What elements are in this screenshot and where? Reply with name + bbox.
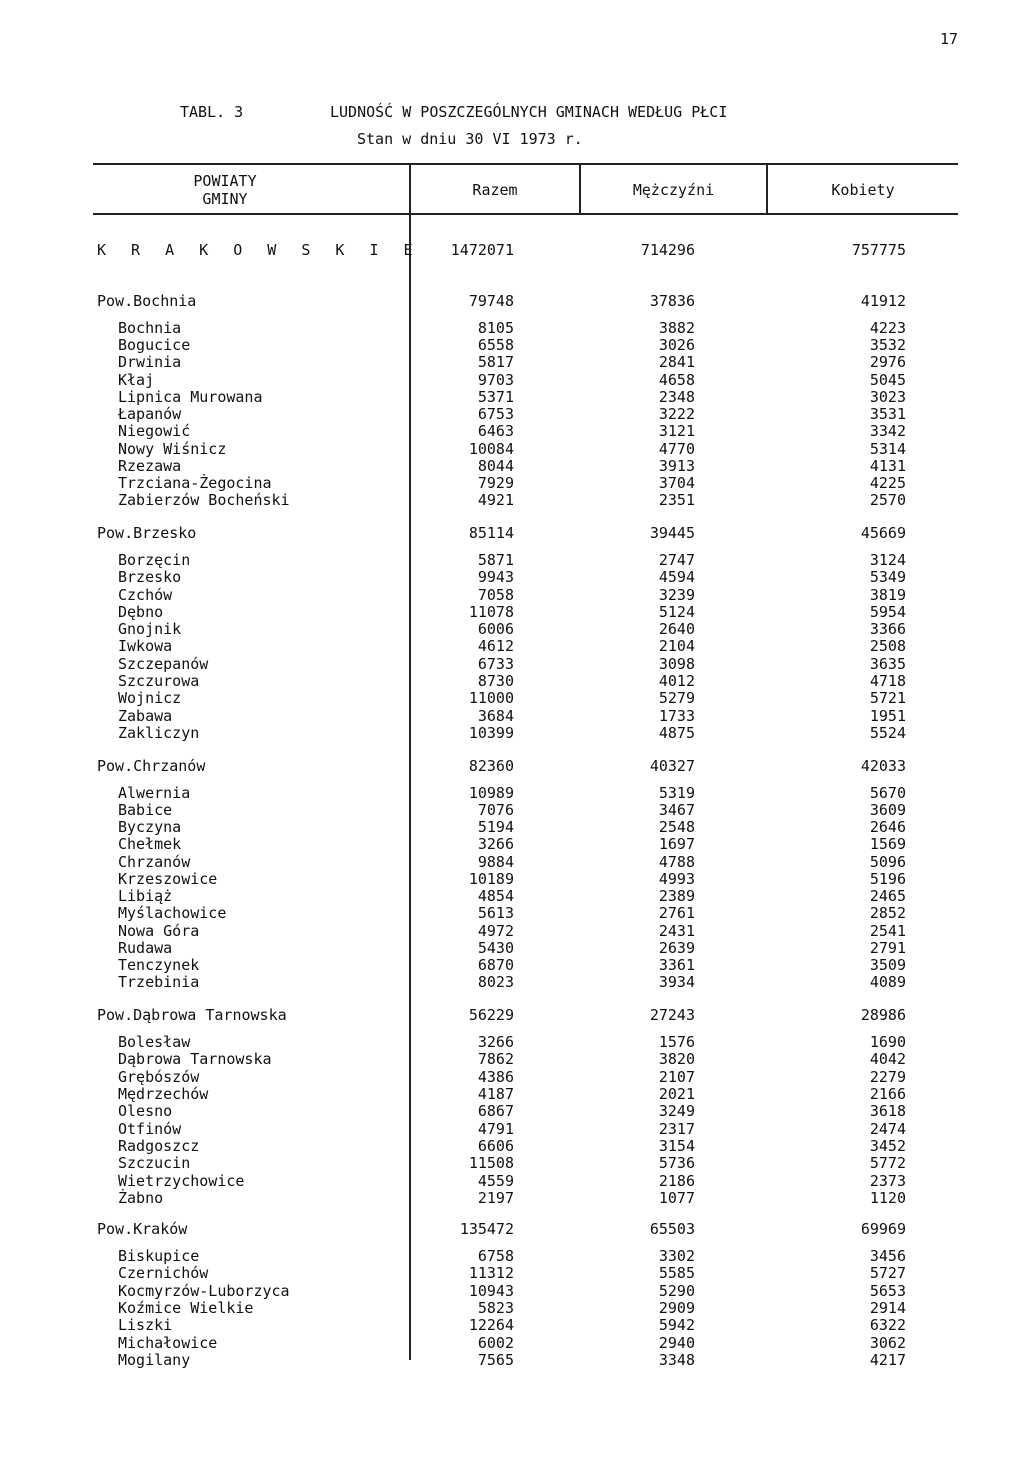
women-cell: 4131: [869, 457, 906, 475]
total-cell: 7076: [477, 801, 514, 819]
men-cell: 4788: [658, 853, 695, 871]
powiat-row: [0, 292, 1024, 310]
area-name-cell: Żabno: [118, 1189, 164, 1207]
women-cell: 3456: [869, 1247, 906, 1265]
men-cell: 4875: [658, 724, 695, 742]
table-row: [0, 1120, 1024, 1138]
total-cell: 4972: [477, 922, 514, 940]
men-cell: 65503: [649, 1220, 695, 1238]
area-name-cell: Rudawa: [118, 939, 173, 957]
table-row: [0, 707, 1024, 725]
men-cell: 4658: [658, 371, 695, 389]
women-cell: 757775: [851, 241, 906, 259]
table-row: [0, 835, 1024, 853]
table-row: [0, 568, 1024, 586]
table-row: [0, 1068, 1024, 1086]
total-cell: 4612: [477, 637, 514, 655]
total-cell: 6558: [477, 336, 514, 354]
women-cell: 1569: [869, 835, 906, 853]
header-top-rule: [93, 163, 958, 165]
men-cell: 3026: [658, 336, 695, 354]
table-row: [0, 1102, 1024, 1120]
area-name-cell: Koźmice Wielkie: [118, 1299, 254, 1317]
women-cell: 1690: [869, 1033, 906, 1051]
total-cell: 8105: [477, 319, 514, 337]
women-cell: 5954: [869, 603, 906, 621]
powiat-row: [0, 524, 1024, 542]
total-cell: 9884: [477, 853, 514, 871]
total-cell: 5371: [477, 388, 514, 406]
area-name-cell: Liszki: [118, 1316, 173, 1334]
men-cell: 3704: [658, 474, 695, 492]
table-row: [0, 491, 1024, 509]
area-name-cell: Libiąż: [118, 887, 173, 905]
total-cell: 11000: [468, 689, 514, 707]
women-cell: 3531: [869, 405, 906, 423]
header-total: Razem: [472, 181, 518, 199]
total-cell: 1472071: [450, 241, 514, 259]
women-cell: 45669: [860, 524, 906, 542]
table-row: [0, 956, 1024, 974]
table-row: [0, 887, 1024, 905]
women-cell: 2570: [869, 491, 906, 509]
powiat-row: [0, 1220, 1024, 1238]
area-name-cell: Michałowice: [118, 1334, 218, 1352]
total-cell: 79748: [468, 292, 514, 310]
women-cell: 3635: [869, 655, 906, 673]
women-cell: 4225: [869, 474, 906, 492]
total-cell: 135472: [459, 1220, 514, 1238]
total-cell: 6758: [477, 1247, 514, 1265]
area-name-cell: Krzeszowice: [118, 870, 218, 888]
table-row: [0, 1351, 1024, 1369]
women-cell: 3366: [869, 620, 906, 638]
total-cell: 5823: [477, 1299, 514, 1317]
men-cell: 2021: [658, 1085, 695, 1103]
men-cell: 5279: [658, 689, 695, 707]
men-cell: 2317: [658, 1120, 695, 1138]
women-cell: 2914: [869, 1299, 906, 1317]
total-cell: 3266: [477, 1033, 514, 1051]
total-cell: 11078: [468, 603, 514, 621]
women-cell: 5349: [869, 568, 906, 586]
table-row: [0, 818, 1024, 836]
total-cell: 9703: [477, 371, 514, 389]
total-cell: 5817: [477, 353, 514, 371]
men-cell: 2431: [658, 922, 695, 940]
men-cell: 3361: [658, 956, 695, 974]
men-cell: 3222: [658, 405, 695, 423]
women-cell: 5670: [869, 784, 906, 802]
powiat-row: [0, 757, 1024, 775]
total-cell: 7565: [477, 1351, 514, 1369]
total-cell: 4559: [477, 1172, 514, 1190]
men-cell: 4993: [658, 870, 695, 888]
total-cell: 85114: [468, 524, 514, 542]
total-cell: 4791: [477, 1120, 514, 1138]
women-cell: 5314: [869, 440, 906, 458]
men-cell: 2909: [658, 1299, 695, 1317]
area-name-cell: Wojnicz: [118, 689, 182, 707]
area-name-cell: Borzęcin: [118, 551, 191, 569]
table-row: [0, 1264, 1024, 1282]
women-cell: 5524: [869, 724, 906, 742]
total-cell: 6867: [477, 1102, 514, 1120]
table-row: [0, 637, 1024, 655]
area-name-cell: Myślachowice: [118, 904, 227, 922]
table-row: [0, 973, 1024, 991]
men-cell: 39445: [649, 524, 695, 542]
total-cell: 10989: [468, 784, 514, 802]
table-row: [0, 922, 1024, 940]
women-cell: 3062: [869, 1334, 906, 1352]
total-cell: 10943: [468, 1282, 514, 1300]
area-name-cell: Trzebinia: [118, 973, 200, 991]
table-row: [0, 551, 1024, 569]
area-name-cell: Rzezawa: [118, 457, 182, 475]
total-cell: 4854: [477, 887, 514, 905]
header-women: Kobiety: [831, 181, 895, 199]
area-name-cell: Byczyna: [118, 818, 182, 836]
table-row: [0, 388, 1024, 406]
men-cell: 2940: [658, 1334, 695, 1352]
table-row: [0, 319, 1024, 337]
area-name-cell: Pow.Dąbrowa Tarnowska: [97, 1006, 287, 1024]
table-title: LUDNOŚĆ W POSZCZEGÓLNYCH GMINACH WEDŁUG PŁCI: [330, 103, 728, 121]
men-cell: 37836: [649, 292, 695, 310]
women-cell: 42033: [860, 757, 906, 775]
men-cell: 27243: [649, 1006, 695, 1024]
men-cell: 5942: [658, 1316, 695, 1334]
men-cell: 5124: [658, 603, 695, 621]
area-name-cell: Kocmyrzów-Luborzyca: [118, 1282, 290, 1300]
men-cell: 5319: [658, 784, 695, 802]
table-row: [0, 853, 1024, 871]
men-cell: 2186: [658, 1172, 695, 1190]
women-cell: 3819: [869, 586, 906, 604]
women-cell: 2465: [869, 887, 906, 905]
women-cell: 4089: [869, 973, 906, 991]
total-cell: 6006: [477, 620, 514, 638]
area-name-cell: Bochnia: [118, 319, 182, 337]
men-cell: 3882: [658, 319, 695, 337]
women-cell: 2791: [869, 939, 906, 957]
men-cell: 2747: [658, 551, 695, 569]
men-cell: 40327: [649, 757, 695, 775]
men-cell: 3098: [658, 655, 695, 673]
total-cell: 6733: [477, 655, 514, 673]
men-cell: 2104: [658, 637, 695, 655]
table-row: [0, 689, 1024, 707]
area-name-cell: Bogucice: [118, 336, 191, 354]
total-cell: 11508: [468, 1154, 514, 1172]
table-row: [0, 440, 1024, 458]
table-row: [0, 336, 1024, 354]
table-row: [0, 672, 1024, 690]
total-cell: 7862: [477, 1050, 514, 1068]
women-cell: 1951: [869, 707, 906, 725]
table-row: [0, 1033, 1024, 1051]
men-cell: 3820: [658, 1050, 695, 1068]
men-cell: 3467: [658, 801, 695, 819]
men-cell: 2351: [658, 491, 695, 509]
area-name-cell: Niegowić: [118, 422, 191, 440]
total-cell: 5194: [477, 818, 514, 836]
area-name-cell: Dąbrowa Tarnowska: [118, 1050, 272, 1068]
total-cell: 82360: [468, 757, 514, 775]
table-row: [0, 724, 1024, 742]
women-cell: 4718: [869, 672, 906, 690]
men-cell: 2389: [658, 887, 695, 905]
women-cell: 2279: [869, 1068, 906, 1086]
table-row: [0, 1172, 1024, 1190]
women-cell: 69969: [860, 1220, 906, 1238]
women-cell: 4042: [869, 1050, 906, 1068]
women-cell: 3342: [869, 422, 906, 440]
table-row: [0, 904, 1024, 922]
header-area-line2: GMINY: [202, 190, 248, 208]
area-name-cell: Nowa Góra: [118, 922, 200, 940]
men-cell: 4594: [658, 568, 695, 586]
men-cell: 2639: [658, 939, 695, 957]
men-cell: 3913: [658, 457, 695, 475]
area-name-cell: Mogilany: [118, 1351, 191, 1369]
area-name-cell: Grębószów: [118, 1068, 200, 1086]
women-cell: 3618: [869, 1102, 906, 1120]
women-cell: 2541: [869, 922, 906, 940]
women-cell: 4223: [869, 319, 906, 337]
table-row: [0, 1299, 1024, 1317]
area-name-cell: Czchów: [118, 586, 173, 604]
area-name-cell: Pow.Chrzanów: [97, 757, 206, 775]
men-cell: 5585: [658, 1264, 695, 1282]
area-name-cell: Iwkowa: [118, 637, 173, 655]
area-name-cell: Olesno: [118, 1102, 173, 1120]
total-cell: 4921: [477, 491, 514, 509]
men-cell: 3302: [658, 1247, 695, 1265]
men-cell: 4770: [658, 440, 695, 458]
men-cell: 1733: [658, 707, 695, 725]
men-cell: 2548: [658, 818, 695, 836]
area-name-cell: Tenczynek: [118, 956, 200, 974]
men-cell: 3348: [658, 1351, 695, 1369]
total-cell: 10399: [468, 724, 514, 742]
table-row: [0, 1189, 1024, 1207]
table-row: [0, 801, 1024, 819]
table-row: [0, 353, 1024, 371]
area-name-cell: Otfinów: [118, 1120, 182, 1138]
women-cell: 41912: [860, 292, 906, 310]
total-cell: 56229: [468, 1006, 514, 1024]
men-cell: 3249: [658, 1102, 695, 1120]
table-row: [0, 939, 1024, 957]
women-cell: 5727: [869, 1264, 906, 1282]
women-cell: 5196: [869, 870, 906, 888]
total-cell: 5430: [477, 939, 514, 957]
table-row: [0, 1282, 1024, 1300]
voivodeship-row: [0, 241, 1024, 259]
men-cell: 2841: [658, 353, 695, 371]
total-cell: 9943: [477, 568, 514, 586]
table-row: [0, 603, 1024, 621]
total-cell: 6002: [477, 1334, 514, 1352]
men-cell: 2348: [658, 388, 695, 406]
table-row: [0, 474, 1024, 492]
total-cell: 3684: [477, 707, 514, 725]
header-bottom-rule: [93, 213, 958, 215]
table-title-line: [180, 103, 727, 121]
men-cell: 2107: [658, 1068, 695, 1086]
women-cell: 2508: [869, 637, 906, 655]
men-cell: 3239: [658, 586, 695, 604]
powiat-row: [0, 1006, 1024, 1024]
table-row: [0, 655, 1024, 673]
men-cell: 1576: [658, 1033, 695, 1051]
table-row: [0, 1050, 1024, 1068]
area-name-cell: Radgoszcz: [118, 1137, 200, 1155]
total-cell: 5613: [477, 904, 514, 922]
table-row: [0, 1085, 1024, 1103]
table-row: [0, 620, 1024, 638]
area-name-cell: Zabierzów Bocheński: [118, 491, 290, 509]
area-name-cell: Chełmek: [118, 835, 182, 853]
total-cell: 7929: [477, 474, 514, 492]
men-cell: 5736: [658, 1154, 695, 1172]
area-name-cell: Biskupice: [118, 1247, 200, 1265]
table-row: [0, 1247, 1024, 1265]
men-cell: 714296: [640, 241, 695, 259]
total-cell: 12264: [468, 1316, 514, 1334]
total-cell: 8044: [477, 457, 514, 475]
women-cell: 2166: [869, 1085, 906, 1103]
area-name-cell: Szczucin: [118, 1154, 191, 1172]
area-name-cell: Chrzanów: [118, 853, 191, 871]
header-area-line1: POWIATY: [193, 172, 257, 190]
women-cell: 3124: [869, 551, 906, 569]
men-cell: 1697: [658, 835, 695, 853]
page-number: 17: [940, 30, 959, 48]
area-name-cell: Pow.Bochnia: [97, 292, 197, 310]
women-cell: 3452: [869, 1137, 906, 1155]
women-cell: 2373: [869, 1172, 906, 1190]
men-cell: 3154: [658, 1137, 695, 1155]
women-cell: 5653: [869, 1282, 906, 1300]
table-label: TABL. 3: [180, 103, 244, 121]
total-cell: 6870: [477, 956, 514, 974]
area-name-cell: Pow.Kraków: [97, 1220, 188, 1238]
women-cell: 5721: [869, 689, 906, 707]
area-name-cell: Brzesko: [118, 568, 182, 586]
women-cell: 5045: [869, 371, 906, 389]
area-name-cell: Alwernia: [118, 784, 191, 802]
area-name-cell: Dębno: [118, 603, 164, 621]
area-name-cell: Zakliczyn: [118, 724, 200, 742]
women-cell: 5772: [869, 1154, 906, 1172]
total-cell: 3266: [477, 835, 514, 853]
table-row: [0, 1316, 1024, 1334]
table-row: [0, 870, 1024, 888]
area-name-cell: Pow.Brzesko: [97, 524, 197, 542]
table-row: [0, 405, 1024, 423]
women-cell: 3023: [869, 388, 906, 406]
total-cell: 10084: [468, 440, 514, 458]
table-row: [0, 457, 1024, 475]
area-name-cell: Łapanów: [118, 405, 182, 423]
area-name-cell: Szczepanów: [118, 655, 209, 673]
women-cell: 2852: [869, 904, 906, 922]
men-cell: 4012: [658, 672, 695, 690]
total-cell: 11312: [468, 1264, 514, 1282]
total-cell: 4386: [477, 1068, 514, 1086]
total-cell: 8023: [477, 973, 514, 991]
women-cell: 2976: [869, 353, 906, 371]
women-cell: 3532: [869, 336, 906, 354]
women-cell: 1120: [869, 1189, 906, 1207]
men-cell: 1077: [658, 1189, 695, 1207]
total-cell: 6606: [477, 1137, 514, 1155]
area-name-cell: Gnojnik: [118, 620, 182, 638]
area-name-cell: Zabawa: [118, 707, 173, 725]
women-cell: 3509: [869, 956, 906, 974]
table-row: [0, 586, 1024, 604]
total-cell: 6753: [477, 405, 514, 423]
total-cell: 6463: [477, 422, 514, 440]
total-cell: 10189: [468, 870, 514, 888]
total-cell: 2197: [477, 1189, 514, 1207]
area-name-cell: Czernichów: [118, 1264, 209, 1282]
area-name-cell: Mędrzechów: [118, 1085, 209, 1103]
area-name-cell: Szczurowa: [118, 672, 200, 690]
men-cell: 3121: [658, 422, 695, 440]
table-row: [0, 422, 1024, 440]
men-cell: 3934: [658, 973, 695, 991]
area-name-cell: Trzciana-Żegocina: [118, 474, 272, 492]
area-name-cell: Nowy Wiśnicz: [118, 440, 227, 458]
table-row: [0, 1334, 1024, 1352]
total-cell: 8730: [477, 672, 514, 690]
women-cell: 6322: [869, 1316, 906, 1334]
area-name-cell: Lipnica Murowana: [118, 388, 263, 406]
women-cell: 3609: [869, 801, 906, 819]
area-name-cell: Kłaj: [118, 371, 155, 389]
header-area: [150, 172, 300, 208]
women-cell: 2474: [869, 1120, 906, 1138]
total-cell: 5871: [477, 551, 514, 569]
table-row: [0, 371, 1024, 389]
area-name-cell: Bolesław: [118, 1033, 191, 1051]
women-cell: 4217: [869, 1351, 906, 1369]
women-cell: 28986: [860, 1006, 906, 1024]
area-name-cell: Wietrzychowice: [118, 1172, 245, 1190]
header-men: Mężczyźni: [632, 181, 715, 199]
table-row: [0, 1154, 1024, 1172]
women-cell: 5096: [869, 853, 906, 871]
area-name-cell: Drwinia: [118, 353, 182, 371]
women-cell: 2646: [869, 818, 906, 836]
table-subtitle: Stan w dniu 30 VI 1973 r.: [357, 130, 583, 148]
area-name-cell: K R A K O W S K I E: [97, 241, 421, 259]
men-cell: 2761: [658, 904, 695, 922]
total-cell: 7058: [477, 586, 514, 604]
men-cell: 2640: [658, 620, 695, 638]
table-row: [0, 784, 1024, 802]
area-name-cell: Babice: [118, 801, 173, 819]
table-row: [0, 1137, 1024, 1155]
men-cell: 5290: [658, 1282, 695, 1300]
total-cell: 4187: [477, 1085, 514, 1103]
